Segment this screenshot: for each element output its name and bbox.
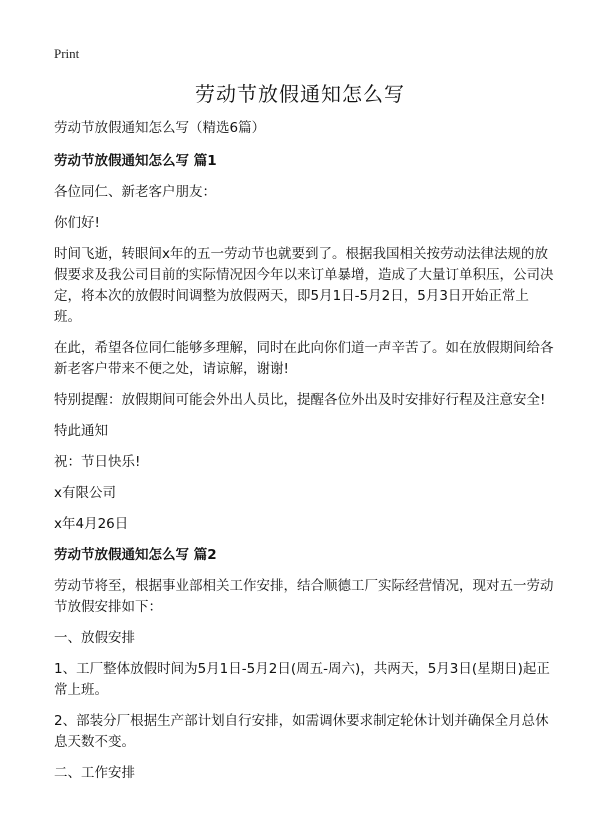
paragraph: 一、放假安排	[54, 630, 135, 646]
paragraph: 各位同仁、新老客户朋友：	[54, 184, 216, 200]
paragraph: x年4月26日	[54, 516, 129, 532]
paragraph: x有限公司	[54, 485, 116, 501]
paragraph: 二、工作安排	[54, 765, 135, 781]
paragraph: 时间飞逝，转眼间x年的五一劳动节也就要到了。根据我国相关按劳动法律法规的放假要求及我公司目前的实际情况因今年以来订单暴增，造成了大量订单积压，公司决定，将本次的放假时间调整为放假两天，即5月1日-5月2日，5月3日开始正常上班。	[54, 246, 554, 325]
section-heading-2: 劳动节放假通知怎么写 篇2	[54, 547, 217, 563]
paragraph: 2、部装分厂根据生产部计划自行安排，如需调休要求制定轮休计划并确保全月总休息天数不变。	[54, 713, 549, 750]
paragraph: 劳动节将至，根据事业部相关工作安排，结合顺德工厂实际经营情况，现对五一劳动节放假安排如下：	[54, 578, 554, 615]
paragraph: 特别提醒：放假期间可能会外出人员比，提醒各位外出及时安排好行程及注意安全!	[54, 392, 546, 408]
paragraph: 特此通知	[54, 423, 108, 439]
paragraph: 在此，希望各位同仁能够多理解，同时在此向你们道一声辛苦了。如在放假期间给各新老客户带来不便之处，请谅解，谢谢!	[54, 340, 554, 377]
paragraph: 你们好!	[54, 215, 100, 231]
document-title: 劳动节放假通知怎么写	[195, 82, 405, 106]
paragraph: 祝：节日快乐!	[54, 454, 141, 470]
paragraph: 1、工厂整体放假时间为5月1日-5月2日(周五-周六)，共两天，5月3日(星期日)起正常上班。	[54, 661, 550, 698]
print-link[interactable]: Print	[54, 46, 80, 61]
document-subtitle: 劳动节放假通知怎么写（精选6篇）	[54, 120, 266, 136]
section-heading-1: 劳动节放假通知怎么写 篇1	[54, 153, 217, 169]
document-body	[54, 118, 554, 794]
